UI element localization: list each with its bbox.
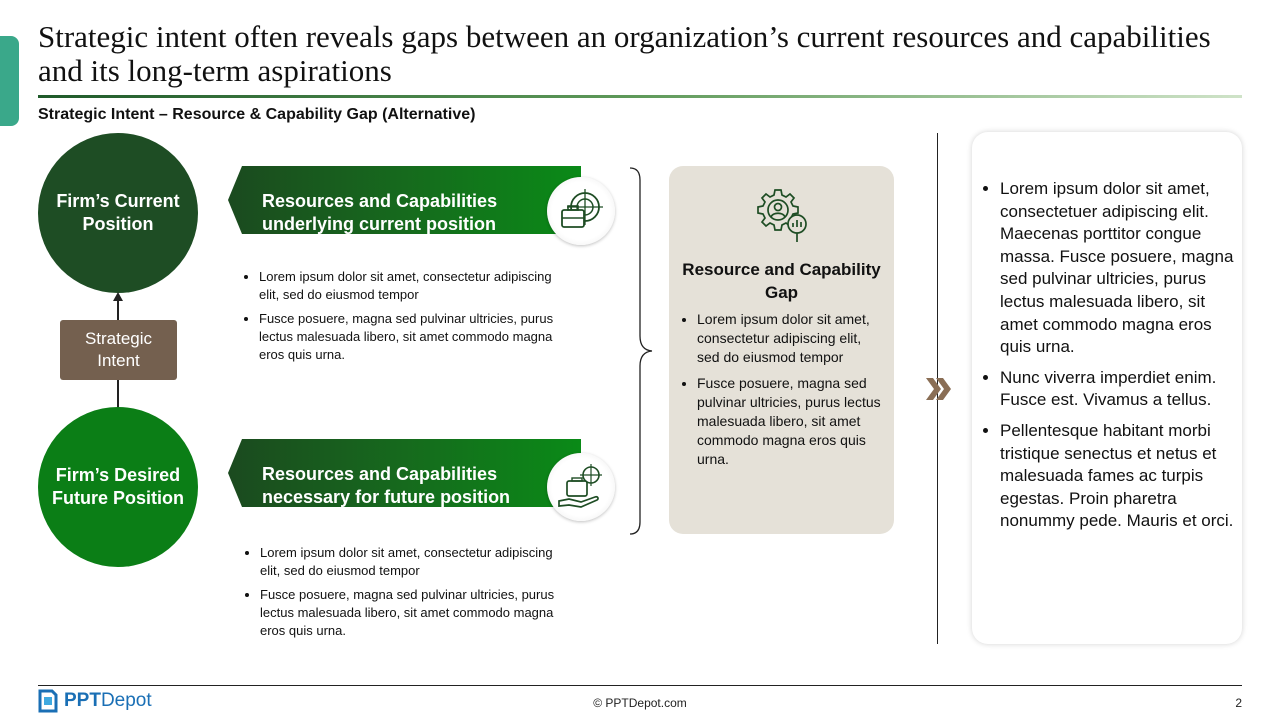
logo-text-ppt: PPT [64, 690, 101, 711]
list-item: • Lorem ipsum dolor sit amet, consectetur adipiscing elit, sed do eiusmod tempor [697, 310, 883, 367]
current-resources-bullets [245, 268, 565, 370]
side-accent-tab [0, 36, 19, 126]
connector-line-top [117, 300, 119, 320]
hand-briefcase-target-icon [547, 453, 615, 521]
list-item: • Fusce posuere, magna sed pulvinar ultricies, purus lectus malesuada libero, sit amet commodo magna eros quis urna. [259, 310, 565, 364]
copyright-text: © PPTDepot.com [593, 696, 687, 710]
list-item: • Lorem ipsum dolor sit amet, consectetur adipiscing elit, sed do eiusmod tempor [259, 268, 565, 304]
pptdepot-logo-icon [38, 689, 58, 713]
current-position-circle [38, 133, 198, 293]
gear-person-magnifier-icon [750, 186, 810, 246]
current-resources-label: Resources and Capabilities underlying current position [262, 191, 498, 234]
logo-text-depot: Depot [100, 690, 152, 711]
future-resources-label: Resources and Capabilities necessary for future position [262, 464, 511, 507]
future-position-circle [38, 407, 198, 567]
briefcase-target-icon [547, 177, 615, 245]
connector-line-bottom [117, 380, 119, 408]
list-item: • Nunc viverra imperdiet enim. Fusce est. Vivamus a tellus. [1000, 367, 1236, 412]
capability-gap-bullets [683, 310, 883, 476]
page-subtitle: Strategic Intent – Resource & Capability Gap (Alternative) [38, 106, 476, 123]
summary-bullets [986, 178, 1236, 541]
footer-rule [38, 685, 1242, 686]
list-item: • Lorem ipsum dolor sit amet, consectetur adipiscing elit, sed do eiusmod tempor [260, 544, 566, 580]
list-item: • Fusce posuere, magna sed pulvinar ultricies, purus lectus malesuada libero, sit amet commodo magna eros quis urna. [697, 374, 883, 469]
strategic-intent-label: Strategic Intent [84, 329, 153, 370]
list-item: • Lorem ipsum dolor sit amet, consectetuer adipiscing elit. Maecenas porttitor congue massa. Fusce posuere, magna sed pulvinar ultricies, purus lectus malesuada libero, sit amet commodo magna eros quis urna. [1000, 178, 1236, 359]
page-number: 2 [1235, 696, 1242, 710]
pptdepot-logo [38, 689, 152, 713]
strategic-intent-box [60, 320, 177, 380]
right-brace [628, 166, 654, 536]
future-position-label: Firm’s Desired Future Position [52, 465, 184, 508]
double-chevron-right-icon [924, 375, 954, 403]
arrow-up-icon [113, 292, 123, 301]
list-item: • Fusce posuere, magna sed pulvinar ultricies, purus lectus malesuada libero, sit amet commodo magna eros quis urna. [260, 586, 566, 640]
page-title: Strategic intent often reveals gaps between an organization’s current resources and capabilities and its long-term aspirations [38, 19, 1211, 88]
future-resources-bullets [246, 544, 566, 646]
title-underline [38, 95, 1242, 98]
list-item: • Pellentesque habitant morbi tristique senectus et netus et malesuada fames ac turpis egestas. Proin pharetra nonummy pede. Mauris et orci. [1000, 420, 1236, 533]
capability-gap-title: Resource and Capability Gap [682, 260, 881, 302]
current-position-label: Firm’s Current Position [56, 191, 180, 234]
